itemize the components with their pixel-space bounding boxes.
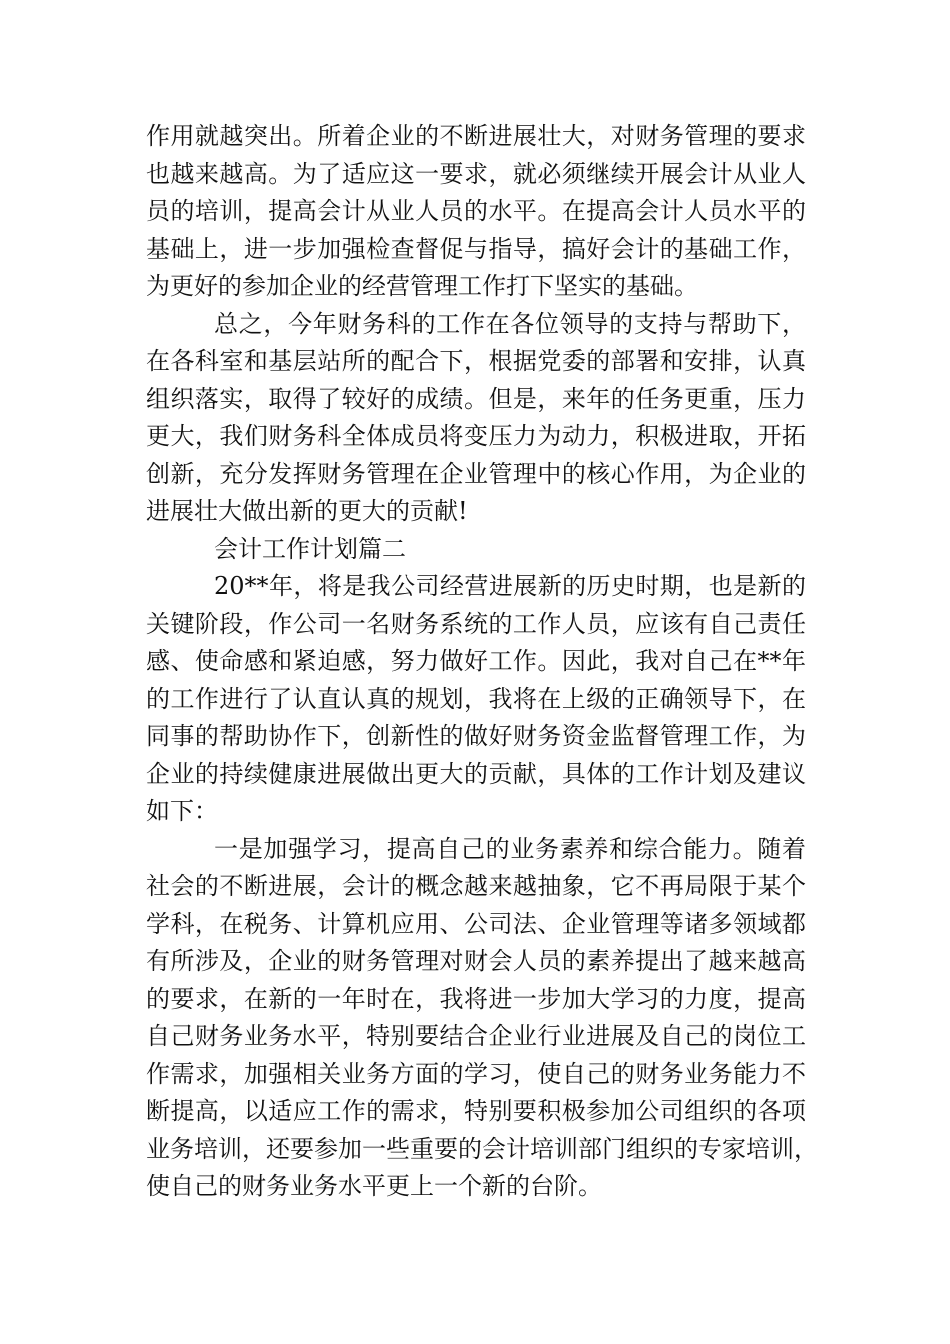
- section-heading: 会计工作计划篇二: [214, 534, 406, 563]
- text-line: 作用就越突出。所着企业的不断进展壮大，对财务管理的要求: [146, 122, 806, 150]
- text-line: 组织落实，取得了较好的成绩。但是，来年的任务更重，压力: [146, 384, 806, 413]
- text-line: 断提高，以适应工作的需求，特别要积极参加公司组织的各项: [146, 1097, 806, 1125]
- text-line: 同事的帮助协作下，创新性的做好财务资金监督管理工作，为: [146, 722, 806, 750]
- text-line: 员的培训，提高会计从业人员的水平。在提高会计人员水平的: [146, 197, 806, 225]
- text-line: 关键阶段，作公司一名财务系统的工作人员，应该有自己责任: [146, 609, 806, 638]
- text-line: 企业的持续健康进展做出更大的贡献，具体的工作计划及建议: [146, 759, 806, 788]
- text-line: 的要求，在新的一年时在，我将进一步加大学习的力度，提高: [146, 984, 806, 1013]
- text-line: 业务培训，还要参加一些重要的会计培训部门组织的专家培训，: [146, 1134, 818, 1163]
- text-line: 社会的不断进展，会计的概念越来越抽象，它不再局限于某个: [146, 872, 806, 900]
- paragraph-first-line: 20**年，将是我公司经营进展新的历史时期，也是新的: [214, 572, 806, 600]
- paragraph-first-line: 一是加强学习，提高自己的业务素养和综合能力。随着: [214, 834, 806, 863]
- text-line: 感、使命感和紧迫感，努力做好工作。因此，我对自己在**年: [146, 647, 806, 675]
- text-line: 基础上，进一步加强检查督促与指导，搞好会计的基础工作，: [146, 234, 806, 263]
- text-line: 作需求，加强相关业务方面的学习，使自己的财务业务能力不: [146, 1059, 806, 1088]
- text-line: 创新，充分发挥财务管理在企业管理中的核心作用，为企业的: [146, 459, 806, 488]
- text-line: 使自己的财务业务水平更上一个新的台阶。: [146, 1172, 602, 1200]
- text-line: 在各科室和基层站所的配合下，根据党委的部署和安排，认真: [146, 347, 806, 375]
- text-line: 更大，我们财务科全体成员将变压力为动力，积极进取，开拓: [146, 422, 806, 450]
- paragraph-first-line: 总之，今年财务科的工作在各位领导的支持与帮助下，: [214, 309, 806, 338]
- text-line: 有所涉及，企业的财务管理对财会人员的素养提出了越来越高: [146, 947, 806, 975]
- text-line: 的工作进行了认直认真的规划，我将在上级的正确领导下，在: [146, 684, 806, 713]
- text-line: 如下：: [146, 797, 218, 825]
- text-line: 学科，在税务、计算机应用、公司法、企业管理等诸多领域都: [146, 909, 806, 938]
- document-body: [146, 118, 818, 1206]
- text-line: 自己财务业务水平，特别要结合企业行业进展及自己的岗位工: [146, 1022, 806, 1050]
- text-line: 也越来越高。为了适应这一要求，就必须继续开展会计从业人: [146, 159, 806, 188]
- text-line: 为更好的参加企业的经营管理工作打下坚实的基础。: [146, 272, 698, 300]
- text-line: 进展壮大做出新的更大的贡献!: [146, 497, 468, 525]
